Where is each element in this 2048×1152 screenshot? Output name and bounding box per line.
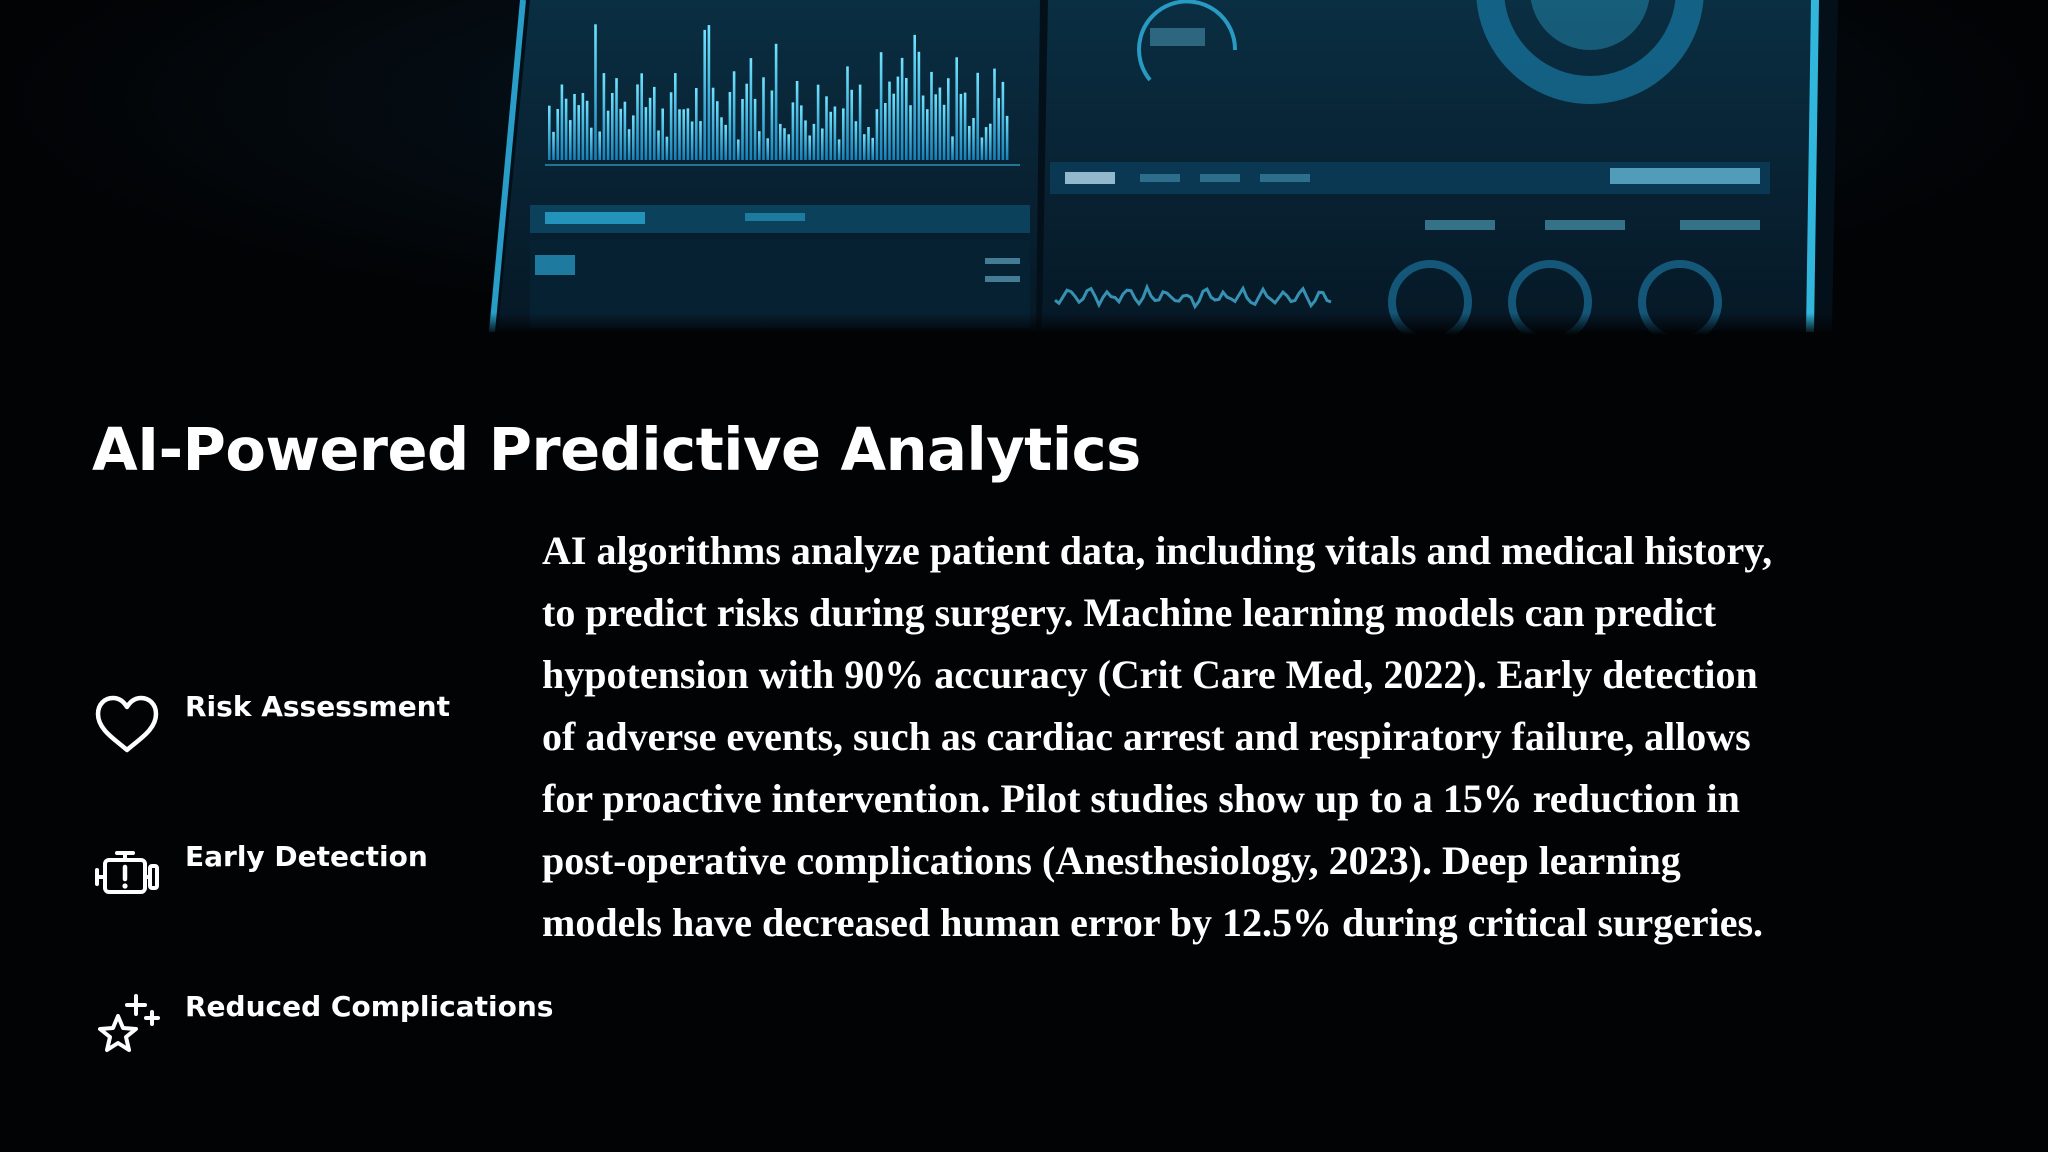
hero-bar: [611, 93, 614, 160]
hero-bar: [762, 77, 765, 160]
hero-bar: [934, 94, 937, 160]
hero-bar: [922, 96, 925, 161]
hero-bar: [750, 58, 753, 160]
hero-bar: [897, 77, 900, 160]
hero-bar: [859, 85, 862, 160]
hero-bar: [548, 106, 551, 160]
hero-bar: [817, 85, 820, 160]
hero-bar: [724, 125, 727, 160]
hero-bar: [624, 102, 627, 160]
hero-bar: [615, 78, 618, 160]
hero-bar: [796, 81, 799, 160]
page-title: AI-Powered Predictive Analytics: [92, 415, 1141, 484]
hero-bar: [687, 108, 690, 160]
hero-dashboard-image: [0, 0, 2048, 335]
hero-bar: [569, 120, 572, 160]
hero-bar: [901, 58, 904, 160]
hero-bar: [884, 103, 887, 160]
feature-label: Early Detection: [185, 840, 428, 873]
hero-bar: [561, 85, 564, 161]
hero-bar: [582, 93, 585, 160]
feature-reduced-complications: [92, 990, 562, 1070]
hero-bar: [804, 120, 807, 160]
hero-bar: [645, 107, 648, 160]
hero-bar: [607, 111, 610, 160]
hero-bar: [598, 132, 601, 161]
hero-bar: [640, 73, 643, 160]
feature-risk-assessment: [92, 690, 562, 770]
hero-bar: [771, 91, 774, 161]
hero-bar: [670, 92, 673, 160]
hero-bar: [590, 128, 593, 160]
hero-bar: [758, 131, 761, 160]
hero-bar: [825, 96, 828, 160]
hero-bar: [888, 82, 891, 160]
hero-bar: [981, 138, 984, 161]
hero-bar: [661, 109, 664, 161]
hero-bar: [729, 92, 732, 160]
hero-bar: [943, 105, 946, 160]
hero-bar: [880, 52, 883, 160]
hero-bar: [766, 138, 769, 160]
hero-bar: [678, 109, 681, 160]
hero-bar: [632, 115, 635, 160]
hero-bar: [892, 94, 895, 160]
hero-bar: [682, 109, 685, 160]
hero-bar: [960, 94, 963, 160]
hero-bar: [779, 124, 782, 160]
hero-bar: [674, 73, 677, 160]
hero-bar: [636, 84, 639, 160]
hero-bar: [800, 105, 803, 160]
hero-bar: [666, 137, 669, 160]
hero-bar: [808, 136, 811, 161]
feature-label: Risk Assessment: [185, 690, 451, 723]
hero-bar: [565, 99, 568, 160]
hero-bar: [712, 88, 715, 160]
hero-bar: [993, 69, 996, 160]
feature-label: Reduced Complications: [185, 990, 554, 1023]
feature-early-detection: [92, 840, 562, 920]
hero-bar: [783, 128, 786, 160]
hero-bar: [657, 131, 660, 161]
hero-bar: [573, 94, 576, 160]
hero-bar: [838, 139, 841, 160]
hero-bar: [997, 98, 1000, 160]
hero-bar: [699, 121, 702, 160]
hero-bar: [733, 71, 736, 160]
hero-bar: [603, 73, 606, 160]
hero-bar: [842, 108, 845, 160]
hero-bar: [846, 66, 849, 160]
hero-bar: [754, 99, 757, 160]
hero-bar: [813, 124, 816, 160]
hero-bar: [653, 87, 656, 160]
hero-bar: [577, 105, 580, 160]
hero-bar: [930, 72, 933, 160]
hero-bar: [834, 107, 837, 161]
hero-bar: [745, 84, 748, 160]
hero-bar: [708, 25, 711, 160]
hero-bar: [737, 140, 740, 161]
hero-bar: [586, 101, 589, 160]
hero-bar: [716, 101, 719, 160]
hero-bar: [867, 127, 870, 160]
hero-bar: [703, 30, 706, 160]
hero-bar: [792, 102, 795, 160]
hero-bar: [594, 24, 597, 160]
hero-bar: [556, 109, 559, 160]
hero-bar: [871, 138, 874, 160]
hero-bar: [947, 78, 950, 160]
hero-bar: [972, 118, 975, 160]
hero-bar: [985, 127, 988, 160]
hero-bar: [863, 134, 866, 160]
hero-bar: [989, 124, 992, 160]
hero-bar: [976, 73, 979, 160]
heart-icon: [92, 690, 162, 760]
hero-bar: [787, 134, 790, 160]
hero-bar: [775, 44, 778, 160]
body-paragraph: AI algorithms analyze patient data, including vitals and medical history, to predict risks during surgery. Machine learning models can predict hypotension with 90% accuracy (Crit Care Med, 2022). Early detection of adverse events, such as cardiac arrest and respiratory failure, allows for proactive intervention. Pilot studies show up to a 15% reduction in post-operative complications (Anesthesiology, 2023). Deep learning models have decreased human error by 12.5% during critical surgeries.: [542, 528, 1773, 945]
hero-bar: [913, 35, 916, 160]
hero-bar: [1006, 116, 1009, 160]
hero-bar: [964, 93, 967, 160]
hero-bar: [1002, 82, 1005, 160]
hero-bar: [695, 88, 698, 160]
sparkle-star-icon: [92, 990, 162, 1060]
hero-bar: [821, 129, 824, 161]
hero-bar: [905, 78, 908, 160]
hero-bar: [939, 88, 942, 161]
hero-bar: [691, 122, 694, 161]
hero-bar: [951, 136, 954, 160]
hero-bar: [926, 109, 929, 160]
hero-bar: [619, 109, 622, 160]
hero-bar: [855, 121, 858, 160]
hero-bar: [876, 109, 879, 160]
hero-bar: [741, 99, 744, 160]
engine-warning-icon: [92, 840, 162, 910]
hero-bar: [829, 112, 832, 160]
hero-bar: [649, 98, 652, 160]
hero-bar: [918, 52, 921, 160]
hero-bar: [628, 129, 631, 160]
hero-bar: [850, 90, 853, 160]
hero-bar: [968, 126, 971, 160]
hero-bar: [909, 105, 912, 160]
hero-bar: [552, 132, 555, 160]
hero-bar: [720, 117, 723, 160]
hero-bar: [955, 57, 958, 160]
